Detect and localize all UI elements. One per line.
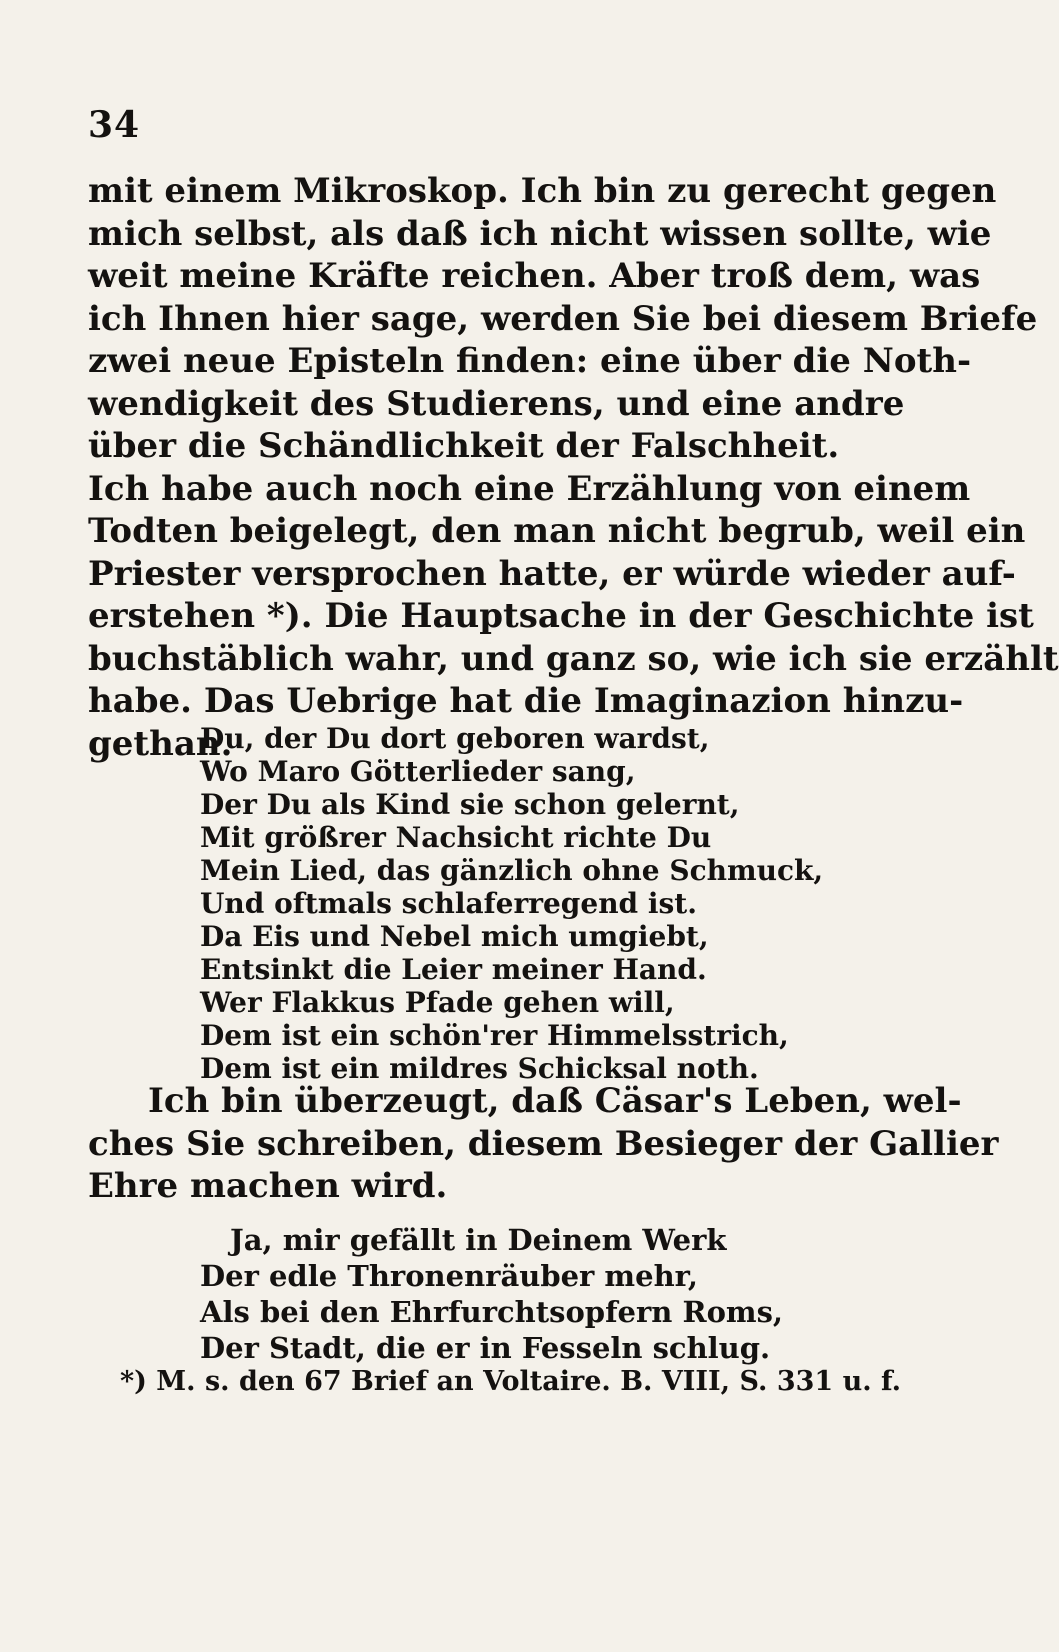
verse-line: Der edle Thronenräuber mehr,	[200, 1259, 698, 1293]
verse-line: Mit größrer Nachsicht richte Du	[200, 821, 712, 854]
verse-line: Der Stadt, die er in Fesseln schlug.	[200, 1331, 771, 1365]
text-line: Priester versprochen hatte, er würde wieder auf-	[88, 553, 1016, 594]
text-line: Ehre machen wird.	[88, 1166, 448, 1206]
text-line: weit meine Kräfte reichen. Aber troß dem, was	[88, 256, 981, 296]
text-line: habe. Das Uebrige hat die Imaginazion hinzu-	[88, 681, 964, 721]
text-line: gethan.	[88, 723, 233, 764]
text-line: mit einem Mikroskop. Ich bin zu gerecht gegen	[88, 171, 997, 211]
text-line: ches Sie schreiben, diesem Besieger der Gallier	[88, 1123, 999, 1164]
text-line: über die Schändlichkeit der Falschheit.	[88, 426, 840, 466]
verse-line: Ja, mir gefällt in Deinem Werk	[230, 1223, 727, 1257]
verse-line: Wo Maro Götterlieder sang,	[200, 755, 636, 788]
verse-line: Der Du als Kind sie schon gelernt,	[200, 788, 740, 821]
verse-line: Dem ist ein schön'rer Himmelsstrich,	[200, 1019, 789, 1052]
text-line: wendigkeit des Studierens, und eine andre	[88, 383, 905, 424]
verse-line: Du, der Du dort geboren wardst,	[200, 722, 710, 755]
text-line: zwei neue Episteln finden: eine über die Noth-	[88, 341, 972, 381]
verse-block-1	[200, 722, 823, 1085]
text-line: mich selbst, als daß ich nicht wissen sollte, wie	[88, 213, 992, 254]
text-line: Ich habe auch noch eine Erzählung von einem	[88, 468, 971, 509]
text-line: erstehen *). Die Hauptsache in der Geschichte ist	[88, 596, 1034, 636]
verse-line: Da Eis und Nebel mich umgiebt,	[200, 920, 709, 953]
text-line: Ich bin überzeugt, daß Cäsar's Leben, wel-	[148, 1081, 962, 1121]
verse-line: Dem ist ein mildres Schicksal noth.	[200, 1052, 759, 1085]
verse-line: Und oftmals schlaferregend ist.	[200, 887, 697, 920]
verse-line: Als bei den Ehrfurchtsopfern Roms,	[200, 1295, 784, 1329]
paragraph-2	[88, 1080, 999, 1208]
text-line: Todten beigelegt, den man nicht begrub, weil ein	[88, 511, 1026, 551]
verse-block-2	[200, 1222, 783, 1366]
paragraph-1	[88, 170, 1059, 765]
footnote: *) M. s. den 67 Brief an Voltaire. B. VIII, S. 331 u. f.	[120, 1366, 902, 1397]
verse-line: Mein Lied, das gänzlich ohne Schmuck,	[200, 854, 824, 887]
text-line: ich Ihnen hier sage, werden Sie bei diesem Briefe	[88, 298, 1038, 339]
verse-line: Wer Flakkus Pfade gehen will,	[200, 986, 675, 1019]
verse-line: Entsinkt die Leier meiner Hand.	[200, 953, 707, 986]
text-line: buchstäblich wahr, und ganz so, wie ich sie erzählt	[88, 638, 1059, 679]
page-number: 34	[88, 104, 141, 146]
